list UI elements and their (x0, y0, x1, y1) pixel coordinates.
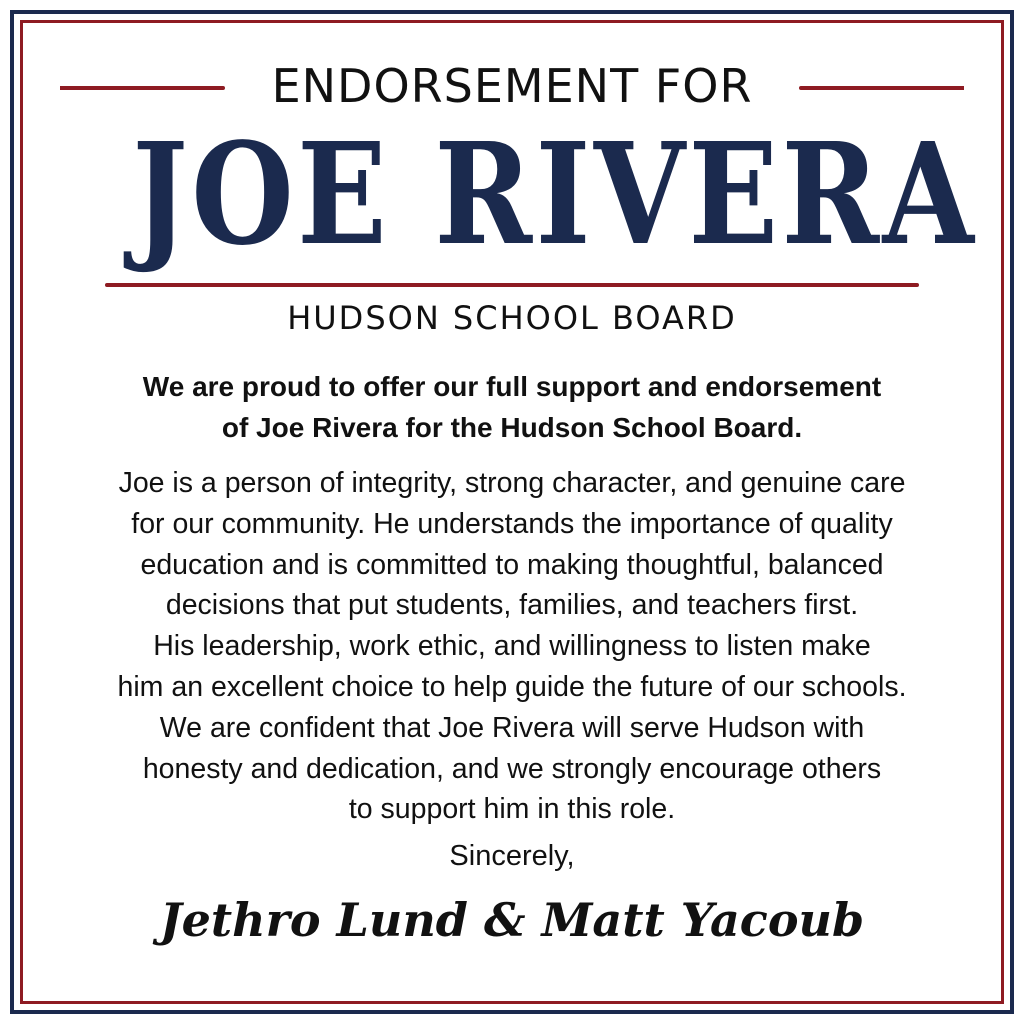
endorsement-body (30, 463, 994, 830)
eyebrow-heading: ENDORSEMENT FOR (271, 59, 753, 113)
office-subtitle: HUDSON SCHOOL BOARD (287, 299, 737, 337)
body-line: to support him in this role. (348, 793, 676, 826)
lead-statement (40, 366, 984, 448)
candidate-name: JOE RIVERA (132, 113, 978, 277)
lead-line: We are proud to offer our full support and endorsement (142, 371, 882, 402)
body-line: education and is committed to making thoughtful, balanced (140, 548, 884, 581)
body-line: for our community. He understands the importance of quality (131, 507, 893, 540)
name-underline-rule (105, 283, 919, 287)
body-line: His leadership, work ethic, and willingness to listen make (153, 630, 871, 663)
closing-salutation: Sincerely, (449, 840, 575, 872)
heading-rule-left (60, 86, 225, 90)
lead-line: of Joe Rivera for the Hudson School Board. (221, 412, 803, 443)
heading-row (60, 52, 964, 122)
body-line: Joe is a person of integrity, strong character, and genuine care (118, 467, 906, 499)
heading-rule-right (799, 86, 964, 90)
body-line: him an excellent choice to help guide the future of our schools. (117, 670, 907, 703)
signature: Jethro Lund & Matt Yacoub (159, 893, 865, 947)
body-line: honesty and dedication, and we strongly encourage others (142, 752, 882, 785)
body-line: We are confident that Joe Rivera will serve Hudson with (159, 711, 865, 744)
body-line: decisions that put students, families, and teachers first. (165, 589, 859, 622)
